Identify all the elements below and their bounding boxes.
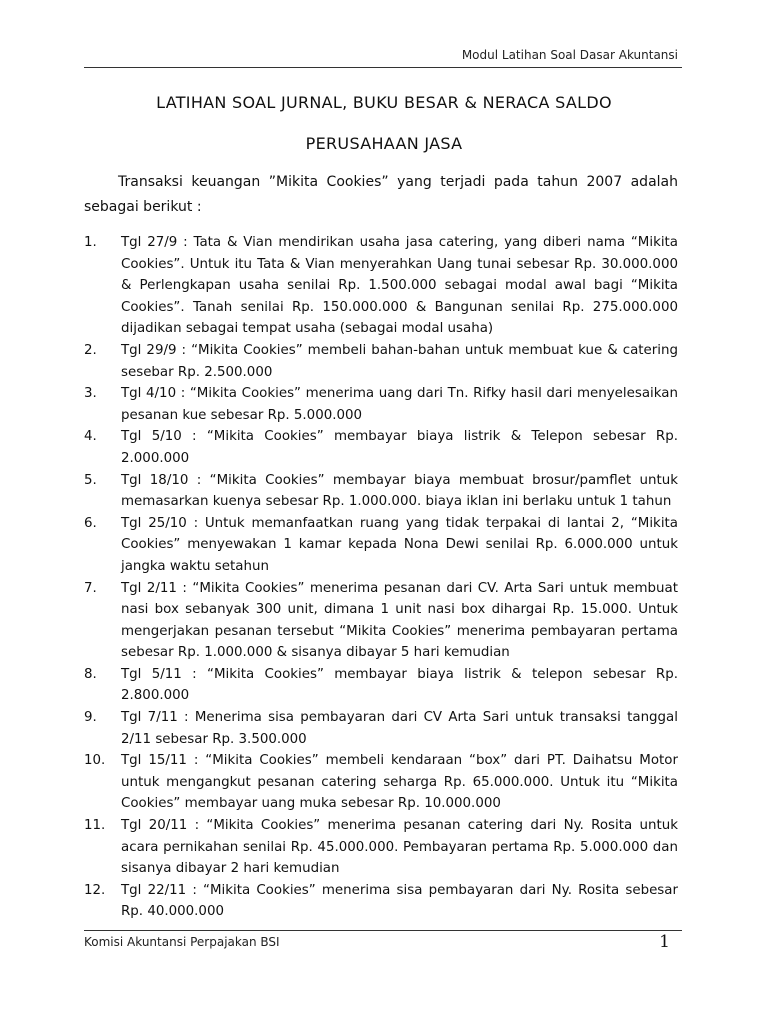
item-text: Tgl 15/11 : “Mikita Cookies” membeli kendaraan “box” dari PT. Daihatsu Motor untuk mengangkut pesanan catering seharga Rp. 65.000.000. Untuk itu “Mikita Cookies” membayar uang muka sebesar Rp. 10.000.000	[121, 753, 678, 812]
item-number: 10.	[84, 753, 106, 769]
page-number: 1	[659, 932, 670, 952]
list-item	[84, 426, 678, 469]
item-number: 8.	[84, 666, 97, 682]
list-item	[84, 383, 678, 426]
list-item	[84, 578, 678, 664]
item-text: Tgl 5/10 : “Mikita Cookies” membayar biaya listrik & Telepon sebesar Rp. 2.000.000	[121, 429, 678, 466]
transaction-list	[84, 232, 678, 923]
item-number: 6.	[84, 515, 97, 531]
item-number: 3.	[84, 386, 97, 402]
list-item	[84, 513, 678, 578]
title-line-2: PERUSAHAAN JASA	[305, 134, 463, 153]
header-rule	[84, 67, 682, 68]
running-footer: Komisi Akuntansi Perpajakan BSI	[84, 935, 280, 949]
list-item	[84, 707, 678, 750]
item-text: Tgl 7/11 : Menerima sisa pembayaran dari CV Arta Sari untuk transaksi tanggal 2/11 sebesar Rp. 3.500.000	[121, 710, 678, 747]
item-number: 4.	[84, 429, 97, 445]
item-number: 1.	[84, 235, 97, 250]
list-item	[84, 664, 678, 707]
item-number: 12.	[84, 882, 106, 898]
item-text: Tgl 2/11 : “Mikita Cookies” menerima pesanan dari CV. Arta Sari untuk membuat nasi box sebanyak 300 unit, dimana 1 unit nasi box dihargai Rp. 15.000. Untuk mengerjakan pesanan tersebut “Mikita Cookies” menerima pembayaran pertama sebesar Rp. 1.000.000 & sisanya dibayar 5 hari kemudian	[121, 580, 678, 661]
running-header: Modul Latihan Soal Dasar Akuntansi	[461, 48, 678, 62]
footer-rule	[84, 930, 682, 931]
item-text: Tgl 5/11 : “Mikita Cookies” membayar biaya listrik & telepon sebesar Rp. 2.800.000	[121, 666, 678, 704]
item-text: Tgl 22/11 : “Mikita Cookies” menerima sisa pembayaran dari Ny. Rosita sebesar Rp. 40.000.000	[121, 882, 678, 920]
item-number: 11.	[84, 818, 106, 834]
item-text: Tgl 27/9 : Tata & Vian mendirikan usaha jasa catering, yang diberi nama “Mikita Cookies”. Untuk itu Tata & Vian menyerahkan Uang tunai sebesar Rp. 30.000.000 & Perlengkapan usaha senilai Rp. 1.500.000 sebagai modal awal bagi “Mikita Cookies”. Tanah senilai Rp. 150.000.000 & Bangunan senilai Rp. 275.000.000 dijadikan sebagai tempat usaha (sebagai modal usaha)	[121, 235, 678, 337]
item-number: 5.	[84, 472, 97, 488]
item-text: Tgl 4/10 : “Mikita Cookies” menerima uang dari Tn. Rifky hasil dari menyelesaikan pesanan kue sebesar Rp. 5.000.000	[121, 386, 678, 423]
list-item	[84, 750, 678, 815]
item-number: 7.	[84, 580, 97, 596]
intro-paragraph: Transaksi keuangan ”Mikita Cookies” yang terjadi pada tahun 2007 adalah sebagai berikut :	[84, 174, 678, 215]
item-number: 9.	[84, 710, 97, 726]
title-line-1: LATIHAN SOAL JURNAL, BUKU BESAR & NERACA SALDO	[156, 93, 612, 112]
item-text: Tgl 20/11 : “Mikita Cookies” menerima pesanan catering dari Ny. Rosita untuk acara pernikahan senilai Rp. 45.000.000. Pembayaran pertama Rp. 5.000.000 dan sisanya dibayar 2 hari kemudian	[121, 818, 678, 877]
list-item	[84, 340, 678, 383]
list-item	[84, 232, 678, 340]
list-item	[84, 470, 678, 513]
item-text: Tgl 25/10 : Untuk memanfaatkan ruang yang tidak terpakai di lantai 2, “Mikita Cookies” menyewakan 1 kamar kepada Nona Dewi senilai Rp. 6.000.000 untuk jangka waktu setahun	[121, 515, 678, 574]
list-item	[84, 815, 678, 880]
item-number: 2.	[84, 342, 97, 358]
item-text: Tgl 18/10 : “Mikita Cookies” membayar biaya membuat brosur/pamflet untuk memasarkan kuenya sebesar Rp. 1.000.000. biaya iklan ini berlaku untuk 1 tahun	[121, 472, 678, 510]
item-text: Tgl 29/9 : “Mikita Cookies” membeli bahan-bahan untuk membuat kue & catering sesebar Rp. 2.500.000	[121, 342, 678, 380]
list-item	[84, 880, 678, 923]
